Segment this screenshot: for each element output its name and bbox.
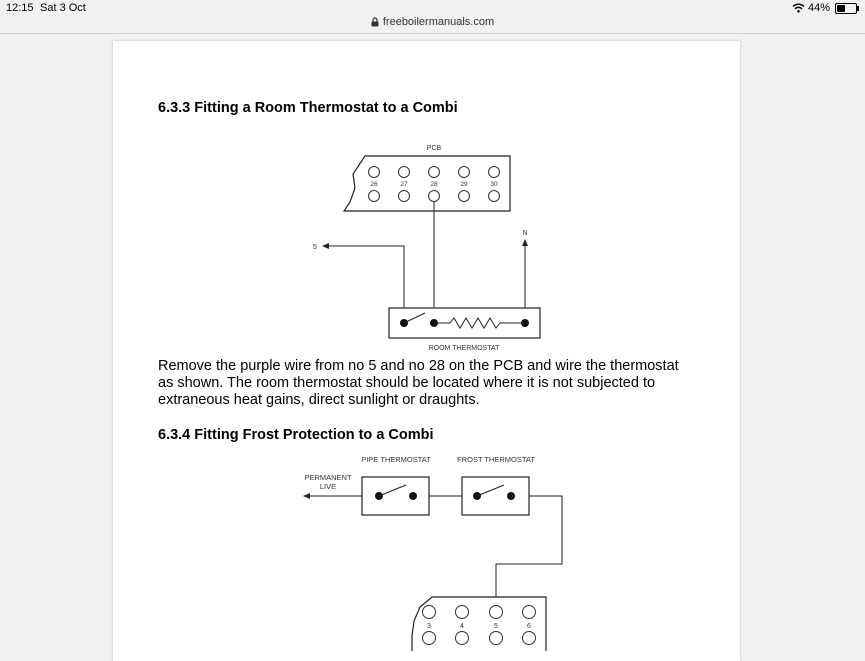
section-number: 6.3.3: [158, 100, 191, 116]
terminal-label: 27: [400, 181, 408, 188]
wire-5-label: 5: [313, 244, 317, 251]
paragraph-line: as shown. The room thermostat should be located where it is not subjected to: [158, 375, 656, 391]
terminal-label: 4: [460, 623, 464, 630]
wifi-icon: [792, 3, 805, 13]
switch-contact: [507, 492, 515, 500]
section-heading-633: [158, 100, 458, 116]
section-number: 6.3.4: [158, 427, 191, 443]
lock-icon: [371, 17, 379, 27]
terminal-label: 5: [494, 623, 498, 630]
arrow-5: [322, 243, 329, 249]
terminal-label: 3: [427, 623, 431, 630]
terminal-label: 6: [527, 623, 531, 630]
frost-thermostat-box: [462, 477, 529, 515]
terminal-label: 29: [460, 181, 468, 188]
status-right: [792, 2, 857, 14]
arrow-live: [303, 493, 310, 499]
section-heading-634: [158, 427, 434, 443]
wires: [328, 202, 528, 323]
frost-protection-diagram: [298, 451, 568, 651]
pcb-board: [344, 156, 510, 211]
terminal-label: 26: [370, 181, 378, 188]
pcb-label: PCB: [426, 145, 442, 152]
paragraph-line: Remove the purple wire from no 5 and no 28 on the PCB and wire the thermostat: [158, 358, 679, 374]
terminal-label: 30: [490, 181, 498, 188]
switch-contact: [409, 492, 417, 500]
terminal-label: 28: [430, 181, 438, 188]
wire-n-label: N: [522, 230, 528, 237]
room-thermostat-label: ROOM THERMOSTAT: [428, 345, 500, 352]
toolbar-divider: [0, 33, 865, 34]
room-thermostat-diagram: [298, 136, 558, 354]
pipe-thermostat-box: [362, 477, 429, 515]
status-date: Sat 3 Oct: [40, 2, 86, 14]
arrow-n: [522, 239, 528, 246]
permanent-live-label: PERMANENT: [304, 473, 352, 482]
battery-level: [837, 5, 845, 12]
paragraph-line: extraneous heat gains, direct sunlight or draughts.: [158, 392, 480, 408]
pipe-thermostat-label: PIPE THERMOSTAT: [361, 455, 431, 464]
section-title: Fitting Frost Protection to a Combi: [194, 427, 434, 443]
battery-percent: 44%: [807, 2, 830, 14]
url-bar[interactable]: [0, 14, 865, 32]
document-page: [113, 41, 740, 661]
status-time: 12:15: [6, 2, 34, 14]
instruction-paragraph: [158, 358, 718, 409]
frost-thermostat-label: FROST THERMOSTAT: [457, 455, 535, 464]
permanent-live-label: LIVE: [319, 482, 337, 491]
section-title: Fitting a Room Thermostat to a Combi: [194, 100, 458, 116]
battery-icon: [835, 3, 857, 14]
url-domain: freeboilermanuals.com: [382, 16, 495, 28]
